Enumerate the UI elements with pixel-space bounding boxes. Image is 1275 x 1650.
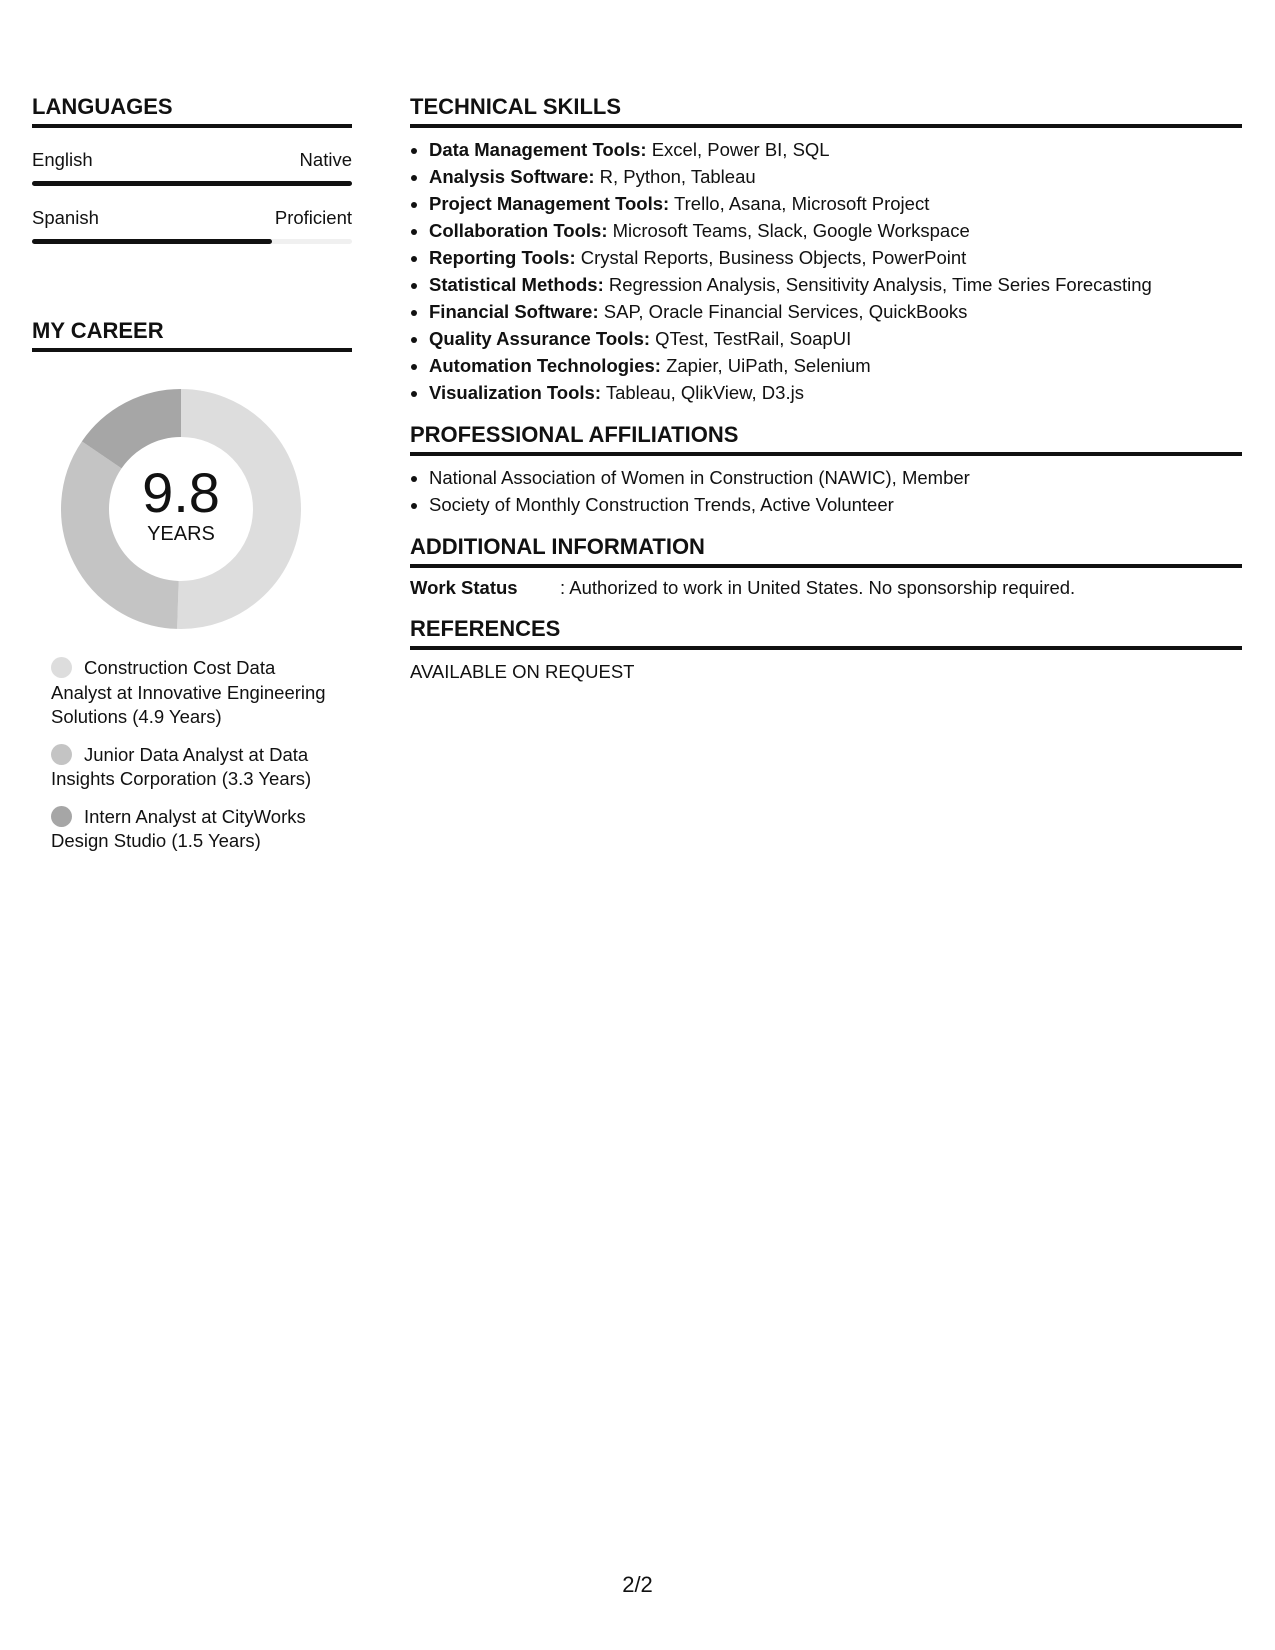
affiliation-item: • National Association of Women in Construction (NAWIC), Member [429, 464, 1242, 491]
skill-value: Trello, Asana, Microsoft Project [674, 193, 930, 214]
language-spanish [32, 206, 352, 244]
legend-dot [51, 744, 72, 765]
skill-item [429, 217, 1242, 244]
language-level: Native [299, 149, 352, 170]
affiliations-list [410, 464, 1242, 518]
legend-dot [51, 806, 72, 827]
skill-item [429, 352, 1242, 379]
skill-item [429, 271, 1242, 298]
legend-item [51, 743, 331, 792]
skill-value: Regression Analysis, Sensitivity Analysis, Time Series Forecasting [608, 274, 1152, 295]
references-heading: REFERENCES [410, 614, 1242, 650]
additional-info-heading: ADDITIONAL INFORMATION [410, 532, 1242, 568]
skill-item [429, 244, 1242, 271]
skill-value: R, Python, Tableau [599, 166, 756, 187]
skill-item [429, 163, 1242, 190]
donut-center [56, 384, 306, 634]
skill-value: SAP, Oracle Financial Services, QuickBooks [603, 301, 968, 322]
legend-label: Junior Data Analyst at Data Insights Corporation (3.3 Years) [51, 743, 312, 789]
skill-value: QTest, TestRail, SoapUI [655, 328, 852, 349]
work-status-value: : Authorized to work in United States. No sponsorship required. [560, 577, 1076, 598]
career-donut-chart [56, 384, 306, 634]
language-level-bar [32, 181, 352, 186]
skill-value: Excel, Power BI, SQL [651, 139, 830, 160]
skill-value: Zapier, UiPath, Selenium [666, 355, 871, 376]
legend-item [51, 805, 331, 854]
skill-item [429, 325, 1242, 352]
page-number: 2/2 [622, 1572, 653, 1597]
skill-item [429, 379, 1242, 406]
skill-label: Collaboration Tools: [429, 220, 608, 241]
language-name: English [32, 149, 93, 170]
skill-label: Reporting Tools: [429, 247, 576, 268]
career-total-years: 9.8 [142, 461, 220, 524]
skill-label: Visualization Tools: [429, 382, 602, 403]
left-column [32, 92, 352, 867]
career-heading: MY CAREER [32, 316, 352, 352]
skill-value: Tableau, QlikView, D3.js [605, 382, 804, 403]
language-level-bar-fill [32, 239, 272, 244]
skill-item [429, 298, 1242, 325]
skill-label: Analysis Software: [429, 166, 595, 187]
skill-label: Automation Technologies: [429, 355, 661, 376]
skill-value: Crystal Reports, Business Objects, PowerPoint [580, 247, 967, 268]
legend-label: Intern Analyst at CityWorks Design Studio (1.5 Years) [51, 805, 306, 851]
technical-skills-list [410, 136, 1242, 406]
skill-item [429, 190, 1242, 217]
skill-label: Statistical Methods: [429, 274, 604, 295]
languages-heading: LANGUAGES [32, 92, 352, 128]
right-column [410, 92, 1242, 684]
skill-label: Quality Assurance Tools: [429, 328, 651, 349]
skill-item [429, 136, 1242, 163]
language-english [32, 148, 352, 186]
language-level-bar-fill [32, 181, 352, 186]
language-level: Proficient [274, 207, 352, 228]
work-status-label: Work Status [410, 577, 518, 598]
work-status-row [410, 576, 1242, 600]
affiliations-heading: PROFESSIONAL AFFILIATIONS [410, 420, 1242, 456]
skill-value: Microsoft Teams, Slack, Google Workspace [612, 220, 970, 241]
legend-label: Construction Cost Data Analyst at Innovative Engineering Solutions (4.9 Years) [51, 657, 326, 727]
language-name: Spanish [32, 207, 99, 228]
skill-label: Data Management Tools: [429, 139, 647, 160]
skill-label: Project Management Tools: [429, 193, 670, 214]
language-level-bar [32, 239, 352, 244]
affiliation-item: • Society of Monthly Construction Trends, Active Volunteer [429, 491, 1242, 518]
skill-label: Financial Software: [429, 301, 599, 322]
legend-item [51, 656, 331, 730]
legend-dot [51, 657, 72, 678]
technical-skills-heading: TECHNICAL SKILLS [410, 92, 1242, 128]
career-total-unit: YEARS [147, 523, 215, 545]
career-legend [51, 656, 331, 854]
references-text: AVAILABLE ON REQUEST [410, 661, 635, 682]
